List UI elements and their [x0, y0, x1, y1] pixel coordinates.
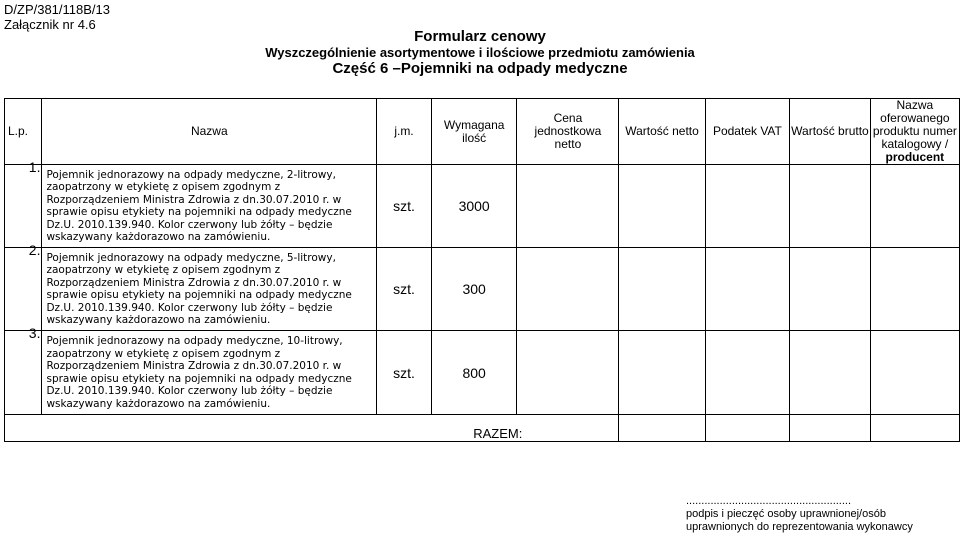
row-description: Pojemnik jednorazowy na odpady medyczne, 10-litrowy, zaopatrzony w etykietę z opisem zgodnym z Rozporządzeniem Ministra Zdrowia z dn.30.07.2010 r. w sprawie opisu etykiety na pojemniki na odpady medyczne Dz.U. 2010.139.940. Kolor czerwony lub żółty – będzie wskazywany każdorazowo na zamówieniu.	[42, 331, 377, 415]
row-product-name-cell[interactable]	[870, 331, 959, 415]
row-unit: szt.	[377, 165, 432, 248]
row-unit-price-cell[interactable]	[517, 165, 619, 248]
row-vat-cell[interactable]	[705, 331, 789, 415]
total-gross-cell[interactable]	[790, 415, 871, 442]
row-vat-cell[interactable]	[705, 165, 789, 248]
signature-caption-line1: podpis i pieczęć osoby uprawnionej/osób	[686, 508, 886, 520]
total-label: RAZEM:	[5, 415, 619, 442]
document-title: Formularz cenowy	[414, 28, 546, 45]
price-table	[4, 98, 960, 442]
row-unit-price-cell[interactable]	[517, 331, 619, 415]
table-row	[5, 165, 960, 248]
document-subtitle: Wyszczególnienie asortymentowe i ilościowe przedmiotu zamówienia	[265, 45, 695, 60]
reference-number: D/ZP/381/118B/13	[4, 2, 110, 17]
header-nazwa: Nazwa	[42, 99, 377, 165]
row-net-value-cell[interactable]	[619, 248, 705, 331]
row-description: Pojemnik jednorazowy na odpady medyczne, 5-litrowy, zaopatrzony w etykietę z opisem zgodnym z Rozporządzeniem Ministra Zdrowia z dn.30.07.2010 r. w sprawie opisu etykiety na pojemniki na odpady medyczne Dz.U. 2010.139.940. Kolor czerwony lub żółty – będzie wskazywany każdorazowo na zamówieniu.	[42, 248, 377, 331]
table-row	[5, 331, 960, 415]
header-producent-bold: producent	[885, 150, 945, 164]
total-vat-cell[interactable]	[705, 415, 789, 442]
header-producent	[870, 99, 959, 165]
row-gross-value-cell[interactable]	[790, 165, 871, 248]
header-brutto: Wartość brutto	[790, 99, 871, 165]
total-net-cell[interactable]	[619, 415, 705, 442]
row-quantity: 800	[431, 331, 517, 415]
header-netto: Wartość netto	[619, 99, 705, 165]
row-lp: 3.	[28, 325, 41, 341]
header-lp: L.p.	[5, 99, 42, 165]
total-empty-cell	[870, 415, 959, 442]
row-lp: 2.	[28, 242, 41, 258]
attachment-number: Załącznik nr 4.6	[4, 17, 96, 32]
header-vat: Podatek VAT	[705, 99, 789, 165]
row-unit-price-cell[interactable]	[517, 248, 619, 331]
signature-caption-line2: uprawnionych do reprezentowania wykonawcy	[686, 521, 913, 533]
row-product-name-cell[interactable]	[870, 248, 959, 331]
total-row	[5, 415, 960, 442]
row-gross-value-cell[interactable]	[790, 331, 871, 415]
row-net-value-cell[interactable]	[619, 165, 705, 248]
row-quantity: 3000	[431, 165, 517, 248]
row-unit: szt.	[377, 248, 432, 331]
row-lp: 1.	[28, 159, 41, 175]
document-part-title: Część 6 –Pojemniki na odpady medyczne	[332, 60, 628, 77]
header-jm: j.m.	[377, 99, 432, 165]
row-gross-value-cell[interactable]	[790, 248, 871, 331]
row-vat-cell[interactable]	[705, 248, 789, 331]
row-unit: szt.	[377, 331, 432, 415]
table-header-row	[5, 99, 960, 165]
table-row	[5, 248, 960, 331]
document-header	[0, 28, 960, 77]
row-product-name-cell[interactable]	[870, 165, 959, 248]
row-net-value-cell[interactable]	[619, 331, 705, 415]
signature-dots: ......................................................	[686, 495, 852, 507]
header-producent-text: Nazwa oferowanego produktu numer katalogowy /	[872, 98, 957, 151]
row-description: Pojemnik jednorazowy na odpady medyczne, 2-litrowy, zaopatrzony w etykietę z opisem zgodnym z Rozporządzeniem Ministra Zdrowia z dn.30.07.2010 r. w sprawie opisu etykiety na pojemniki na odpady medyczne Dz.U. 2010.139.940. Kolor czerwony lub żółty – będzie wskazywany każdorazowo na zamówieniu.	[42, 165, 377, 248]
signature-block	[686, 495, 913, 534]
header-ilosc: Wymagana ilość	[431, 99, 517, 165]
row-quantity: 300	[431, 248, 517, 331]
header-cena: Cena jednostkowa netto	[517, 99, 619, 165]
